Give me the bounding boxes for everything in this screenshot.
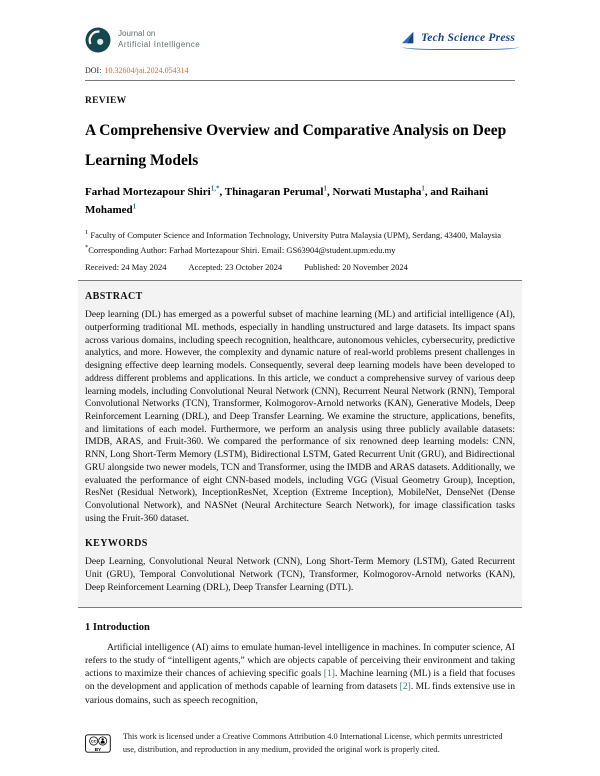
author: , Thinagaran Perumal$^1$ — [219, 184, 327, 199]
journal-name-line2: Artificial Intelligence — [118, 40, 201, 49]
doi-row — [85, 66, 515, 81]
masthead — [85, 24, 515, 56]
license-text: This work is licensed under a Creative Commons Attribution 4.0 International License, which permits unrestricted use, distribution, and reproduction in any medium, provided the original work is properly cited. — [122, 732, 503, 754]
article-title: A Comprehensive Overview and Comparative Analysis on Deep Learning Models — [85, 122, 507, 170]
publisher-brand — [400, 31, 515, 50]
published-date: Published: 20 November 2024 — [304, 262, 408, 273]
publisher-logo-icon — [400, 31, 416, 45]
author-affil-sup[interactable]: 1 — [421, 184, 425, 193]
introduction-heading: 1 Introduction — [85, 621, 150, 633]
accepted-date: Accepted: 23 October 2024 — [188, 262, 283, 273]
journal-brand — [85, 27, 200, 53]
article-type-label: REVIEW — [85, 96, 127, 106]
received-date: Received: 24 May 2024 — [85, 262, 167, 273]
author: Farhad Mortezapour Shiri$^{1,*}$ — [85, 184, 220, 199]
by-label: BY — [94, 747, 102, 753]
doi-link[interactable]: 10.32604/jai.2024.054314 — [104, 66, 189, 75]
corresponding-sup: * — [85, 244, 89, 252]
journal-name — [118, 29, 200, 51]
abstract-heading: ABSTRACT — [85, 291, 143, 303]
author: , and Raihani Mohamed$^1$ — [85, 186, 489, 216]
author-affil-sup[interactable]: 1 — [132, 202, 137, 211]
author-list — [85, 183, 515, 218]
citation-2[interactable]: [2] — [399, 681, 411, 693]
introduction-paragraph: Artificial intelligence (AI) aims to emulate human-level intelligence in machines. In computer science, AI refers to the study of “intelligent agents,” which are objects capable of perceiving their environment and taking actions to maximize their chances of achieving specific goals [1]. Machine learning (ML) is a field that focuses on the development and application of methods capable of learning from datasets [2]. ML finds extensive use in various domains, such as speech recognition, — [85, 641, 516, 706]
doi-label: DOI: — [85, 66, 102, 75]
author-affil-sup[interactable]: 1 — [323, 184, 327, 193]
publisher-swoosh — [402, 44, 519, 50]
keywords-text: Deep Learning, Convolutional Neural Network (CNN), Long Short-Term Memory (LSTM), Gated Recurrent Unit (GRU), Temporal Convolutional Network (TCN), Transformer, Kolmogorov-Arnold networks (KAN), Deep Reinforcement Learning (DRL), Deep Transfer Learning (DTL). — [85, 557, 515, 593]
author: , Norwati Mustapha$^1$ — [326, 184, 425, 199]
affiliation-sup: 1 — [85, 228, 89, 236]
abstract-box — [78, 280, 522, 607]
citation-1[interactable]: [1] — [323, 668, 335, 680]
keywords-heading: KEYWORDS — [85, 538, 148, 550]
corresponding-email[interactable]: GS63904@student.upm.edu.my — [286, 245, 396, 256]
author-affil-sup[interactable]: 1,* — [210, 184, 220, 193]
article-dates — [85, 262, 515, 272]
publisher-name: Tech Science Press — [421, 31, 515, 44]
journal-name-line1: Journal on — [118, 29, 156, 39]
cc-circle-label: CC — [90, 738, 97, 744]
cc-by-badge-icon — [85, 727, 111, 760]
journal-logo-icon — [85, 27, 111, 53]
corresponding-author: *Corresponding Author: Farhad Mortezapour Shiri. Email: GS63904@student.upm.edu.my — [85, 244, 396, 256]
abstract-text: Deep learning (DL) has emerged as a powerful subset of machine learning (ML) and artificial intelligence (AI), outperforming traditional ML methods, especially in handling unstructured and large datasets. Its impact spans across various domains, including speech recognition, healthcare, autonomous vehicles, cybersecurity, predictive analytics, and more. However, the complexity and dynamic nature of real-world problems present challenges in designing effective deep learning models. Consequently, several deep learning models have been developed to address different problems and applications. In this article, we conduct a comprehensive survey of various deep learning models, including Convolutional Neural Network (CNN), Recurrent Neural Network (RNN), Temporal Convolutional Networks (TCN), Transformer, Kolmogorov-Arnold networks (KAN), Generative Models, Deep Reinforcement Learning (DRL), and Deep Transfer Learning. We examine the structure, applications, benefits, and limitations of each model. Furthermore, we perform an analysis using three publicly available datasets: IMDB, ARAS, and Fruit-360. We compared the performance of six renowned deep learning models: CNN, RNN, Long Short-Term Memory (LSTM), Bidirectional LSTM, Gated Recurrent Unit (GRU), and Bidirectional GRU alongside two newer models, TCN and Transformer, using the IMDB and ARAS datasets. Additionally, we evaluated the performance of eight CNN-based models, including VGG (Visual Geometry Group), Inception, ResNet (Residual Network), InceptionResNet, Xception (Extreme Inception), MobileNet, DenseNet (Dense Convolutional Network), and NASNet (Neural Architecture Search Network), for image classification tasks using the Fruit-360 dataset. — [85, 310, 515, 524]
affiliation: $^1$ Faculty of Computer Science and Information Technology, University Putra Malaysia (UPM), Serdang, 43400, Malaysia — [85, 228, 502, 240]
license-row — [85, 727, 515, 760]
